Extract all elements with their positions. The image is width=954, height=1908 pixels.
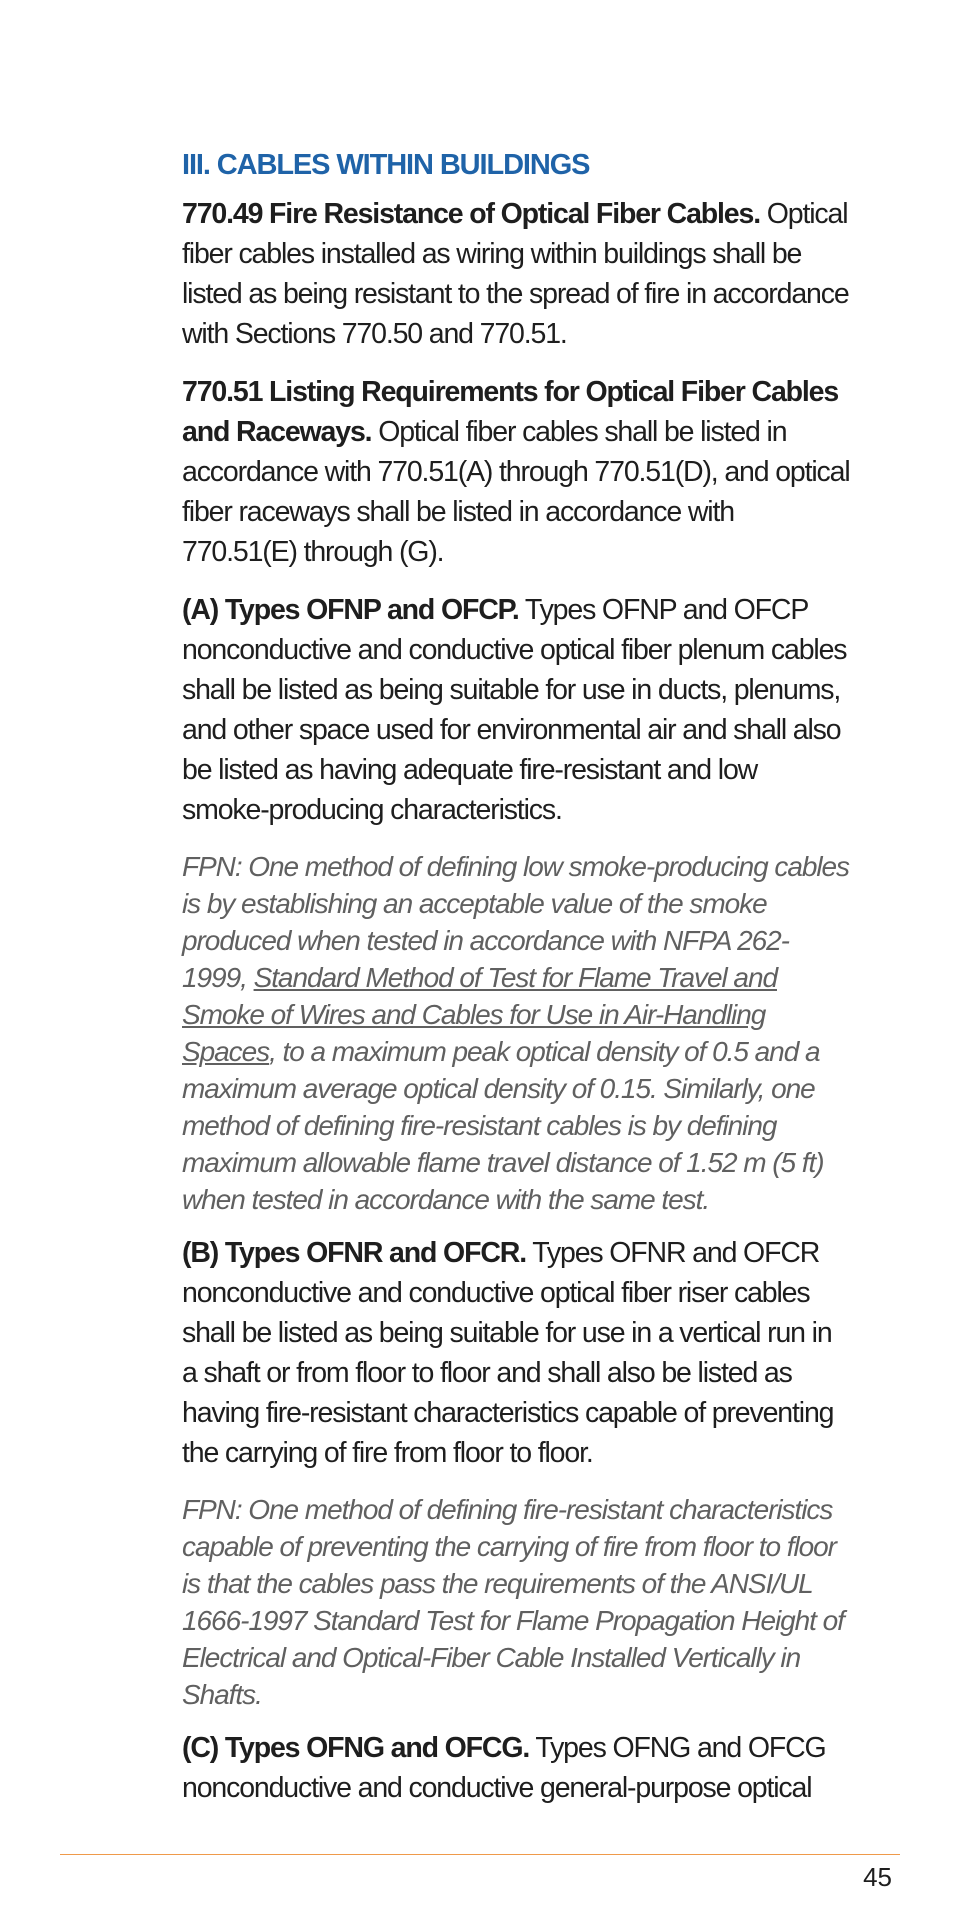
subsection-b-body: Types OFNR and OFCR nonconductive and conductive optical fiber riser cables shall be listed as being suitable for use in a vertical run in a shaft or from floor to floor and shall also be listed as having fire-resistant characteristics capable of preventing the carrying of fire from floor to floor. [182,1237,834,1469]
subsection-a-title: (A) Types OFNP and OFCP. [182,594,519,626]
page-number: 45 [863,1862,892,1892]
section-770-51 [182,372,850,572]
section-770-51-body: Optical fiber cables shall be listed in accordance with 770.51(A) through 770.51(D), and optical fiber raceways shall be listed in accordance with 770.51(E) through (G). [182,416,850,568]
section-770-49 [182,194,850,354]
section-770-49-body: Optical fiber cables installed as wiring within buildings shall be listed as being resistant to the spread of fire in accordance with Sections 770.50 and 770.51. [182,198,849,350]
fpn-note-a-standard-title: Standard Method of Test for Flame Travel and Smoke of Wires and Cables for Use in Air-Handling Spaces [182,962,777,1067]
fpn-note-b: FPN: One method of defining fire-resistant characteristics capable of preventing the carrying of fire from floor to floor is that the cables pass the requirements of the ANSI/UL 1666-1997 Standard Test for Flame Propagation Height of Electrical and Optical-Fiber Cable Installed Vertically in Shafts. [182,1494,844,1710]
section-770-51-title: 770.51 Listing Requirements for Optical Fiber Cables and Raceways. [182,376,839,448]
section-770-49-title: 770.49 Fire Resistance of Optical Fiber Cables. [182,198,760,230]
subsection-c-body: Types OFNG and OFCG nonconductive and conductive general-purpose optical [182,1732,826,1804]
page-content [182,145,850,1826]
subsection-b-title: (B) Types OFNR and OFCR. [182,1237,526,1269]
subsection-b [182,1233,850,1473]
footer-rule [60,1854,900,1855]
fpn-note-a [182,848,850,1218]
fpn-note-a-before: FPN: One method of defining low smoke-producing cables is by establishing an acceptable value of the smoke produced when tested in accordance with NFPA 262-1999, [182,851,850,993]
subsection-a [182,590,850,830]
subsection-a-body: Types OFNP and OFCP nonconductive and conductive optical fiber plenum cables shall be listed as being suitable for use in ducts, plenums, and other space used for environmental air and shall also be listed as having adequate fire-resistant and low smoke-producing characteristics. [182,594,847,826]
section-heading: III. CABLES WITHIN BUILDINGS [182,149,590,181]
subsection-c-title: (C) Types OFNG and OFCG. [182,1732,530,1764]
fpn-note-a-after: , to a maximum peak optical density of 0.5 and a maximum average optical density of 0.15. Similarly, one method of defining fire-resistant cables is by defining maximum allowable flame travel distance of 1.52 m (5 ft) when tested in accordance with the same test. [182,1036,824,1215]
subsection-c [182,1728,850,1808]
